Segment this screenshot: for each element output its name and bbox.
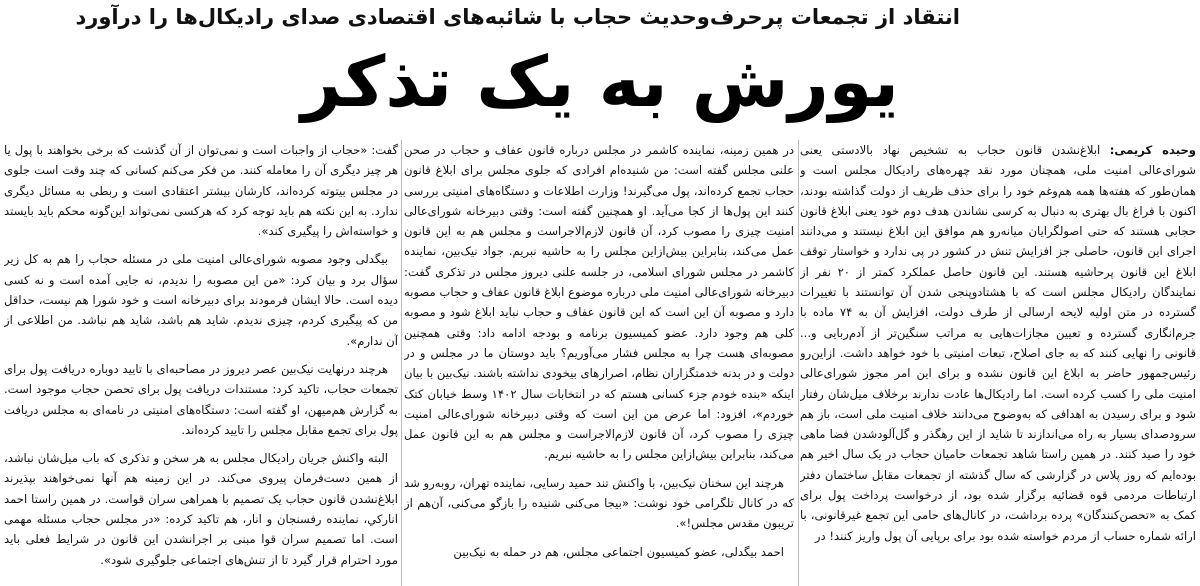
article-column-1 (800, 140, 1196, 586)
author-name: وحیده کریمی: (1109, 143, 1196, 157)
article-column-2 (404, 140, 794, 586)
paragraph: هرچند این سخنان نیک‌بین، با واکنش تند حمید رسایی، نماینده تهران، روبه‌رو شد که در کانال تلگرامی خود نوشت: «بیجا می‌کنی شنیده را بازگو می‌کنی، آن‌هم از تریبون مقدس مجلس!». (404, 475, 794, 531)
paragraph-text: ابلاغ‌نشدن قانون حجاب به تشخیص نهاد بالادستی یعنی شورای‌عالی امنیت ملی، همچنان مورد نقد چهره‌های رادیکال مجلس است و همان‌طور که هفته‌ها همه هم‌وغم خود را برای حذف ظریف از دولت گذاشته بودند، اکنون با فراغ بال بهتری به دنبال به کرسی نشاندن هدف دوم خود یعنی ابلاغ قانون حجابی هستند که حتی اصولگرایان میانه‌رو هم موافق این ابلاغ نیستند و می‌دانند اجرای این قانون، حاصلی جز افزایش تنش در کشور در پی ندارد و خواستار توقف ابلاغ این قانون پرحاشیه هستند. این قانون حاصل عملکرد کمتر از ۲۰ نفر از نمایندگان رادیکال مجلس است که با هشتادوپنجی شدن آن توانستند با تغییرات گسترده در متن اولیه لایحه ارسالی از طرف دولت، افزایش آن به ۷۴ ماده با جرم‌انگاری گسترده و تعیین مجازات‌هایی به مراتب سنگین‌تر از آدم‌ربایی و... قانونی را نهایی کنند که به جای اصلاح، تبعات امنیتی با خود خواهد داشت. ازاین‌رو رئیس‌جمهور حاضر به ابلاغ این قانون نشده و برای این امر مجوز شورای‌عالی امنیت ملی را کسب کرده است. اما رادیکال‌ها عادت ندارند برخلاف میل‌شان رفتار شود و برای رسیدن به اهدافی که به‌وضوح می‌دانند خلاف امنیت ملی است، باز هم سرودصدای بسیار به راه می‌اندازند تا شاید از این رهگذر و گل‌آلودشدن فضا ماهی خود را صید کنند. در همین راستا شاهد تجمعات حامیان حجاب در یک سال اخیر هم بوده‌ایم که روز پلاس در گزارشی که سال گذشته از تجمعات مقابل ساختمان دفتر ارتباطات مردمی قوه قضائیه برگزار شده بود، از درخواست پرداخت پول برای کمک به «تحصن‌کنندگان» پرده برداشت، در کانال‌های حامی این تجمع غیرقانونی، با ارائه شماره حساب از مردم خواسته شده بود برای برپایی آن پول واریز کنند! در (800, 143, 1196, 543)
column-divider (401, 140, 402, 586)
paragraph: در همین زمینه، نماینده کاشمر در مجلس درباره قانون عفاف و حجاب در صحن علنی مجلس گفته است: من شنیده‌ام افرادی که جلوی مجلس برای ابلاغ قانون حجاب تجمع کرده‌اند، پول می‌گیرند! وزارت اطلاعات و دستگاه‌های امنیتی بررسی کنند این پول‌ها از کجا می‌آید. او همچنین گفته است: وقتی دبیرخانه شورای‌عالی امنیت چیزی را مصوب کرد، آن قانون لازم‌الاجراست و مجلس هم به این قانون عمل می‌کند، بنابراین بیش‌ازاین مجلس را به حاشیه نبریم. جواد نیک‌بین، نماینده کاشمر در مجلس شورای اسلامی، در جلسه علنی دیروز مجلس در تذکری گفت: دبیرخانه شورای‌عالی امنیت ملی درباره موضوع ابلاغ قانون عفاف و حجاب مصوبه دارد و مصوبه آن این است که این قانون عفاف و حجاب نباید ابلاغ شود و مصوبه کلی هم وجود دارد. عضو کمیسیون برنامه و بودجه ادامه داد: وقتی همچنین مصوبه‌ای هست چرا به مجلس فشار می‌آوریم؟ باید دوستان ما در مجلس و در دولت و در بدنه خدمتگزاران نظام، اصرارهای بیخودی نداشته باشند. نیک‌بین با بیان اینکه «بنده خودم جزء کسانی هستم که در انتخابات سال ۱۴۰۲ وسط خیابان کتک خوردم»، افزود: اما عرض من این است که وقتی دبیرخانه شورای‌عالی امنیت چیزی را مصوب کرد، آن قانون لازم‌الاجراست و مجلس هم به این قانون عمل می‌کند، بنابراین بیش‌ازاین مجلس را به حاشیه نبریم. (404, 143, 794, 462)
paragraph: گفت: «حجاب از واجبات است و نمی‌توان از آن گذشت که برخی بخواهند با پول یا هر چیز دیگری آن را معامله کنند. من فکر می‌کنم کسانی که چند وقت است جلوی در مجلس بیتوته کرده‌اند، کارشان بیشتر اعتقادی است و ربطی به مسائل دیگری ندارد. به این نکته هم باید توجه کرد که هرکسی نمی‌تواند این‌گونه محکم باید بایستد و خواسته‌اش را پیگیری کند». (4, 143, 398, 239)
paragraph: هرچند درنهایت نیک‌بین عصر دیروز در مصاحبه‌ای با تایید دوباره دریافت پول برای تجمعات حجاب، تاکید کرد: مستندات دریافت پول برای تحصن حجاب موجود است. به گزارش هم‌میهن، او گفته است: دستگاه‌های امنیتی در نامه‌ای به مجلس دریافت پول برای تجمع مقابل مجلس را تایید کرده‌اند. (4, 361, 398, 437)
column-divider (798, 140, 799, 586)
article-headline: یورش به یک تذکر (301, 41, 899, 123)
paragraph (800, 140, 1196, 546)
paragraph: بیگدلی وجود مصوبه شورای‌عالی امنیت ملی در مسئله حجاب را هم به کل زیر سؤال برد و بیان کرد: «من این مصوبه را ندیدم، نه جایی آمده است و نه کسی دیده است. حالا ایشان فرمودند برای دبیرخانه است و خود شورا هم نیست، حداقل من که پیگیری کردم، چیزی ندیدم. شاید هم باشد، شاید هم نباشد. من اطلاعی از آن ندارم». (4, 252, 398, 348)
paragraph: البته واکنش جریان رادیکال مجلس به هر سخن و تذکری که باب میل‌شان نباشد، از همین دست‌فرمان پیروی می‌کند. در این زمینه هم آنها نمی‌خواهند بپذیرند ابلاغ‌نشدن قانون حجاب یک تصمیم با همراهی سران قواست. در همین راستا احمد اناركي، نماینده رفسنجان و انار، هم تاکید کرده: «در مجلس حجاب مسئله مهمی است. اما تصمیم سران قوا مبنی بر اجرانشدن این قانون در شرایط فعلی باید مورد احترام قرار گیرد تا از تنش‌های اجتماعی جلوگیری شود». (4, 451, 398, 567)
article-kicker: انتقاد از تجمعات پرحرف‌وحدیث حجاب با شائبه‌های اقتصادی صدای رادیکال‌ها را درآورد (75, 5, 960, 29)
article-column-3 (4, 140, 398, 586)
paragraph: احمد بیگدلی، عضو کمیسیون اجتماعی مجلس، هم در حمله به نیک‌بین (453, 544, 784, 559)
